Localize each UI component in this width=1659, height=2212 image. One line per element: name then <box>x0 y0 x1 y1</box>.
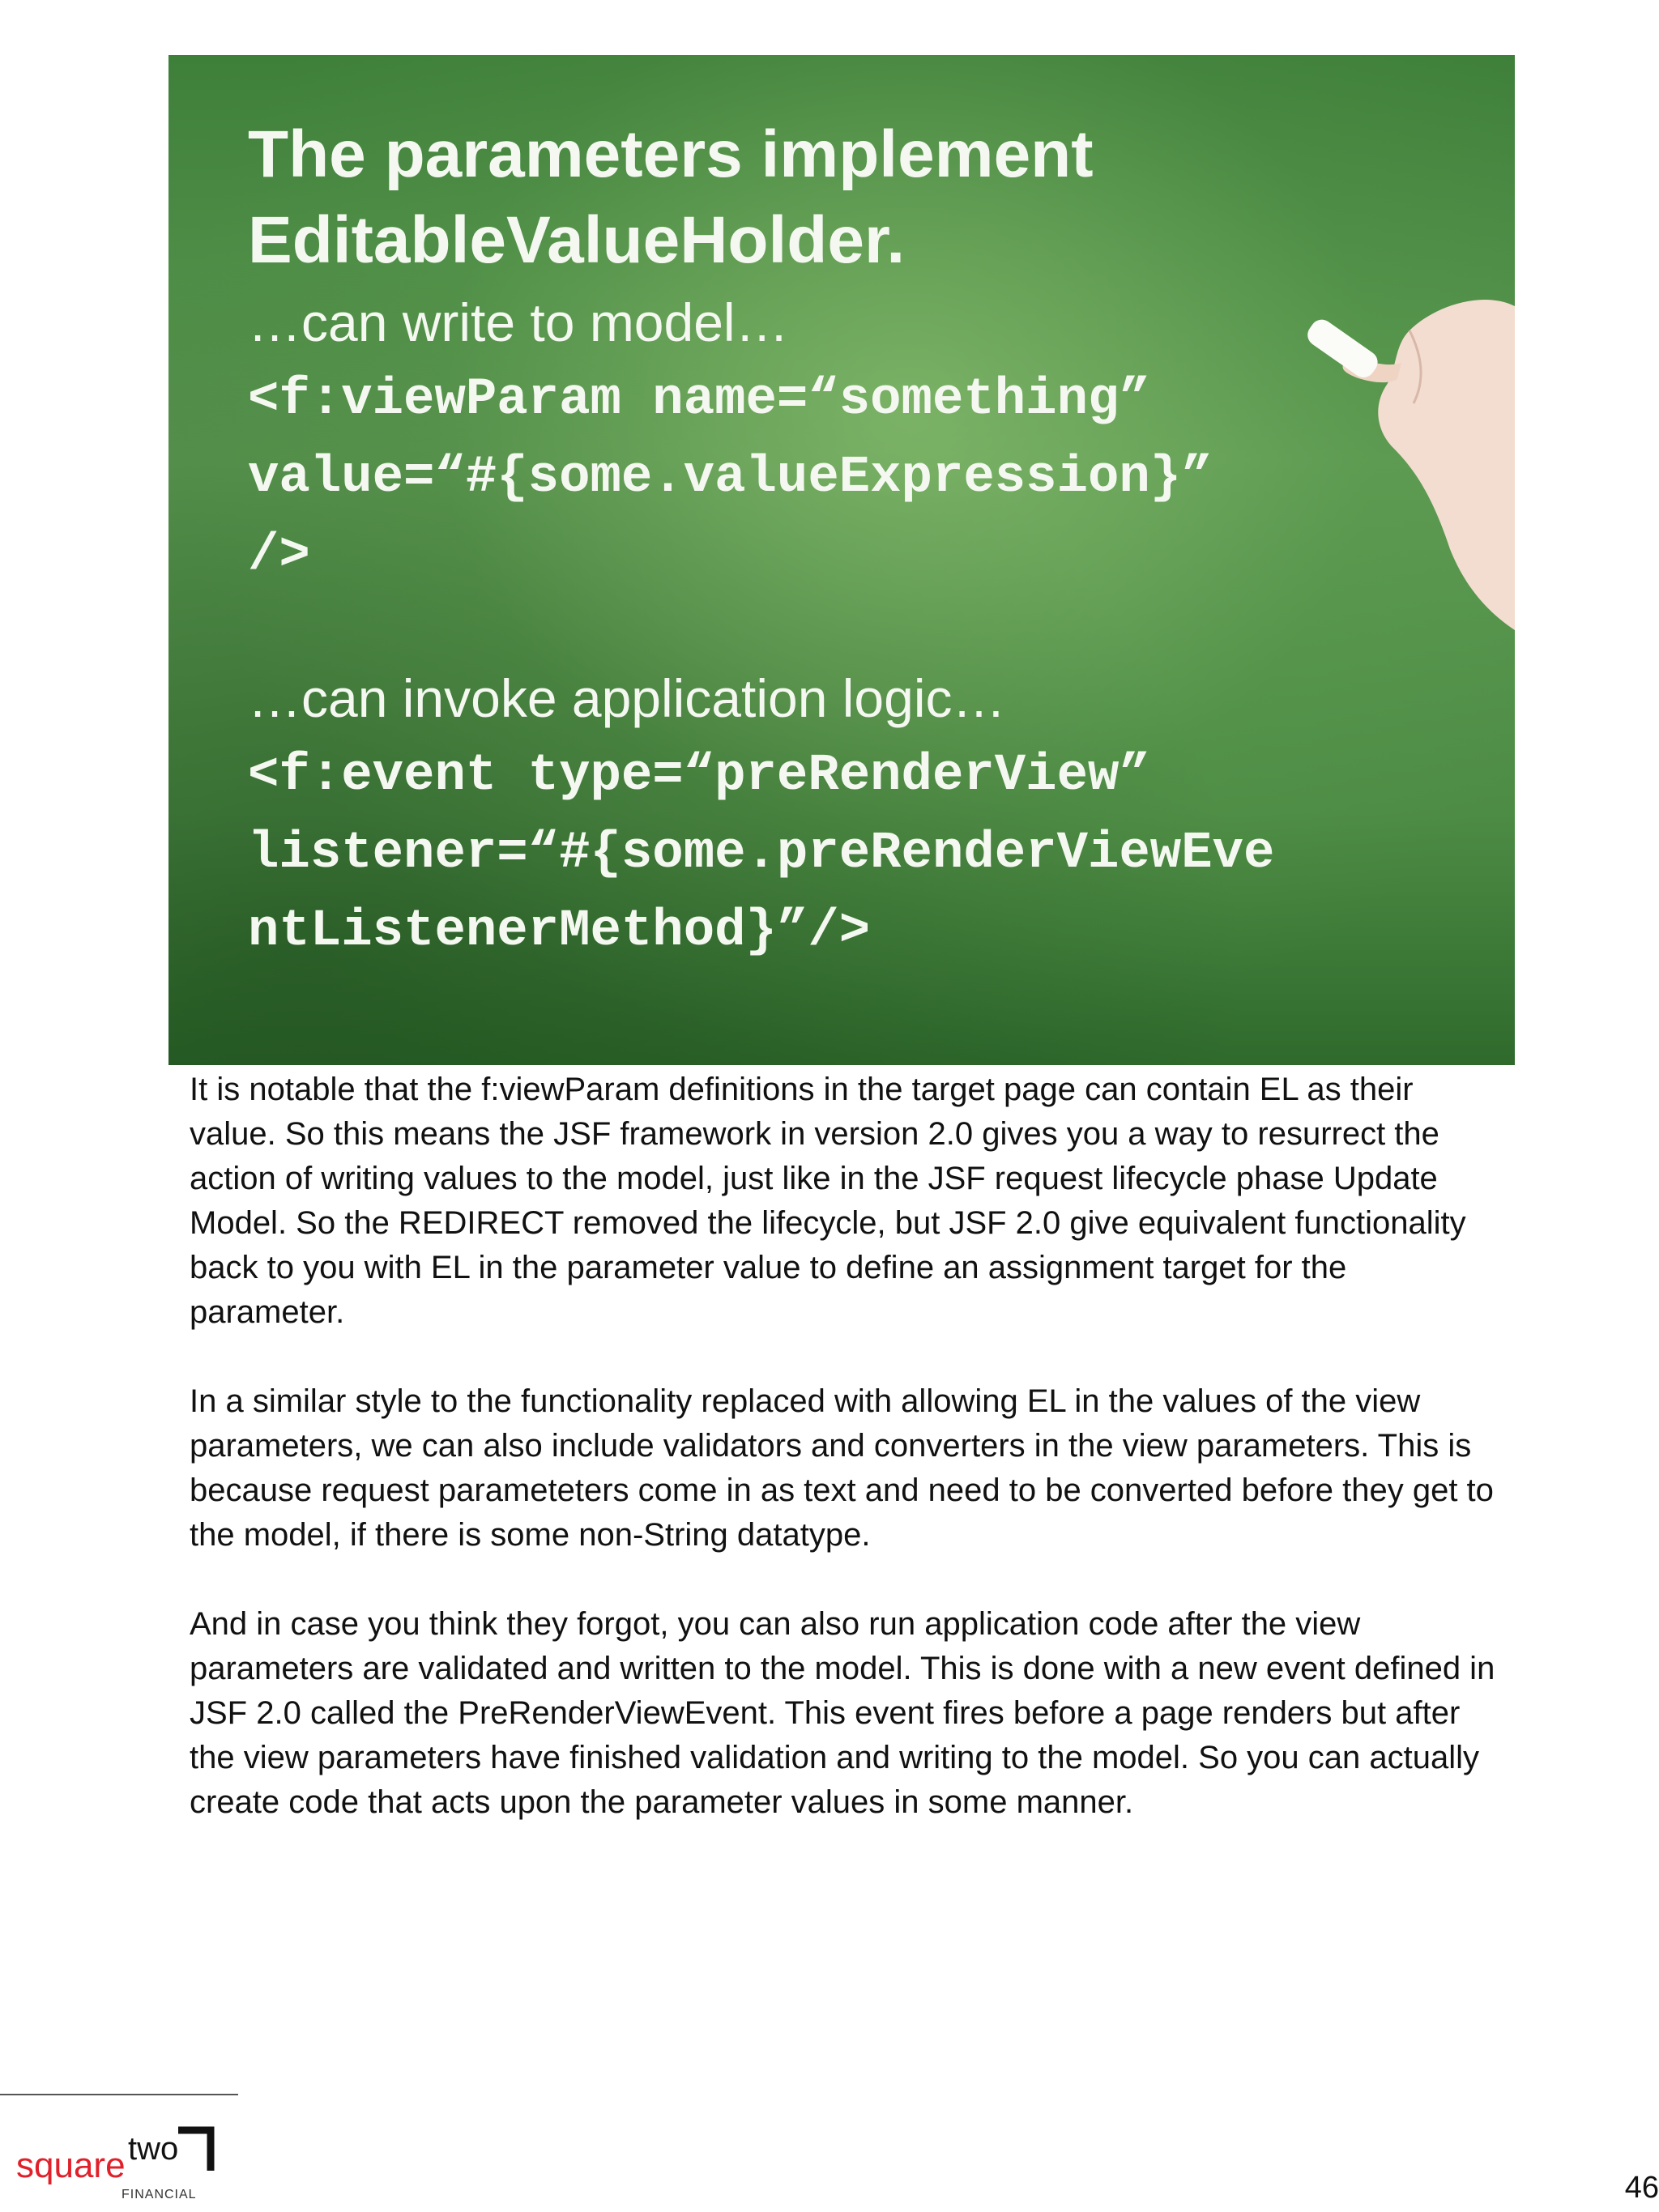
page-number: 46 <box>1624 2171 1659 2205</box>
slide-image <box>168 55 1515 1065</box>
logo-bracket-icon <box>178 2130 211 2171</box>
notes-paragraph-1: It is notable that the f:viewParam definitions in the target page can contain EL as their value. So this means the JSF framework in version 2.0 gives you a way to resurrect the action of writing values to the model, just like in the JSF request lifecycle phase Update Model. So the REDIRECT removed the lifecycle, but JSF 2.0 give equivalent functionality back to you with EL in the parameter value to define an assignment target for the parameter. <box>190 1072 1466 1330</box>
notes-paragraph-3: And in case you think they forgot, you can also run application code after the view parameters are validated and written to the model. This is done with a new event defined in JSF 2.0 called the PreRenderViewEvent. This event fires before a page renders but after the view parameters have finished validation and writing to the model. So you can actually create code that acts upon the parameter values in some manner. <box>190 1606 1495 1820</box>
invoke-code-line-3: ntListenerMethod}”/> <box>248 902 871 961</box>
invoke-code-line-2: listener=“#{some.preRenderViewEve <box>248 825 1275 883</box>
slide-heading-line-2: EditableValueHolder. <box>248 203 906 277</box>
write-code-line-2: value=“#{some.valueExpression}” <box>248 449 1213 507</box>
write-code-line-1: <f:viewParam name=“something” <box>248 371 1150 429</box>
write-code-line-3: /> <box>248 526 310 585</box>
logo-word-financial: FINANCIAL <box>122 2188 197 2201</box>
notes-paragraph-2: In a similar style to the functionality replaced with allowing EL in the values of the view parameters, we can also include validators and converters in the view parameters. This is because request parameteters come in as text and need to be converted before they get to the model, if there is some non-String datatype. <box>190 1383 1494 1553</box>
invoke-code-line-1: <f:event type=“preRenderView” <box>248 747 1150 805</box>
logo-word-two: two <box>128 2131 179 2167</box>
logo-divider <box>0 2094 238 2095</box>
invoke-caption: …can invoke application logic… <box>248 668 1006 728</box>
logo-word-square: square <box>16 2146 126 2185</box>
slide-heading-line-1: The parameters implement <box>248 117 1094 191</box>
write-caption: …can write to model… <box>248 292 789 352</box>
squaretwo-financial-logo <box>16 2122 227 2203</box>
slide-spacer <box>248 595 1495 659</box>
speaker-notes <box>190 1068 1502 1869</box>
